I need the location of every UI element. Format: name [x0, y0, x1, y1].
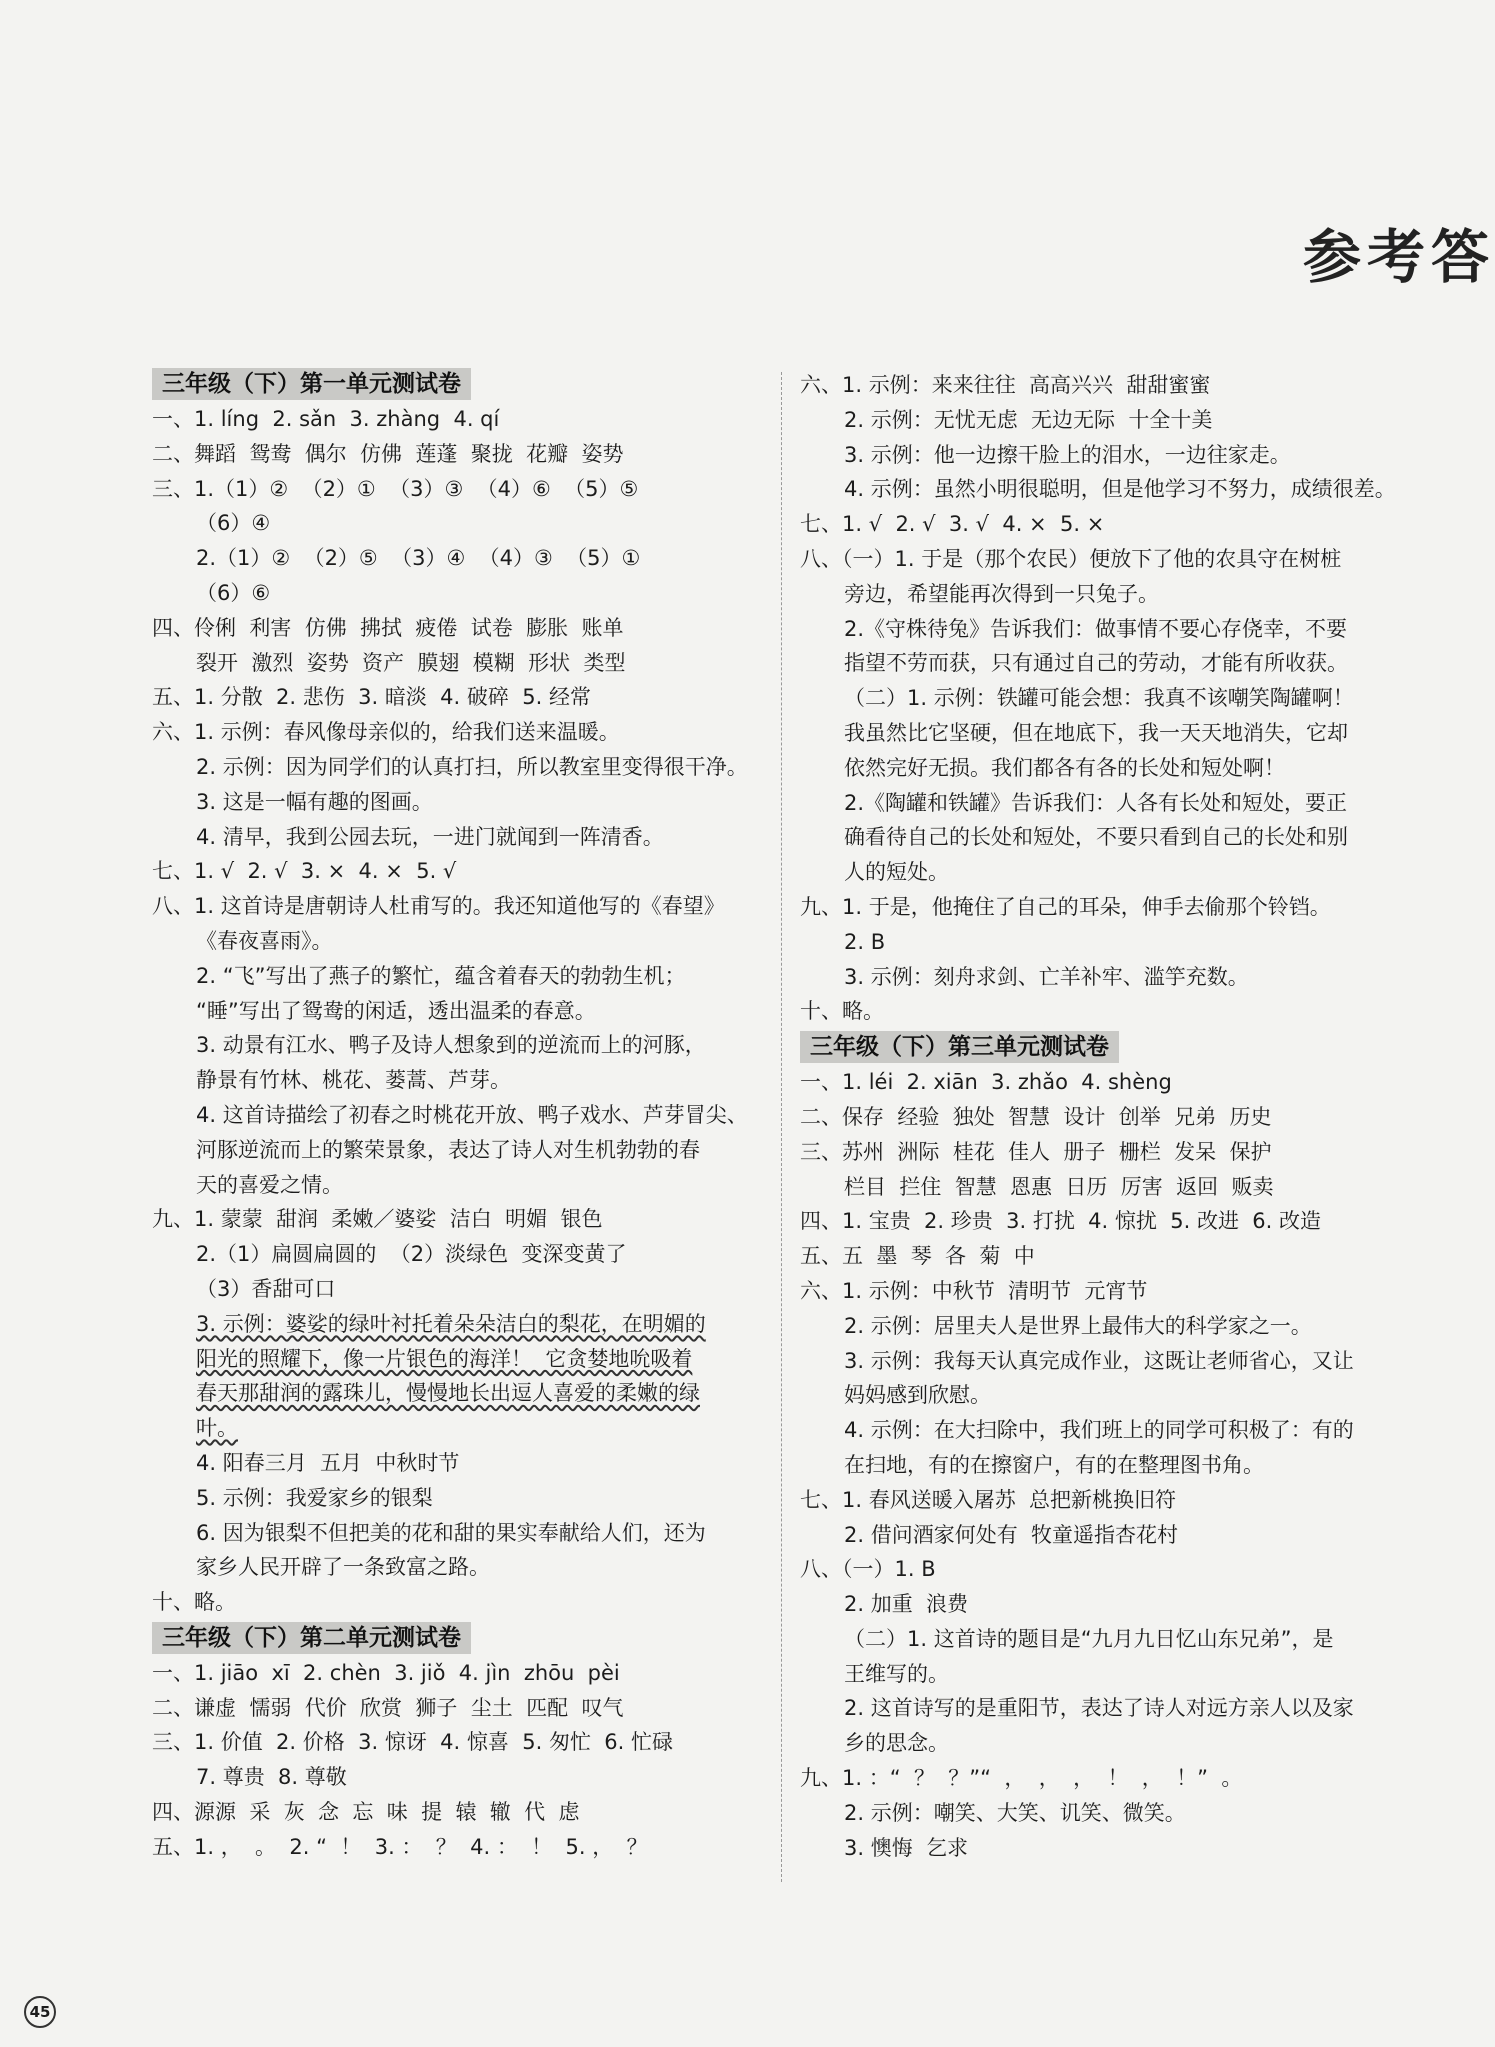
answer-line: 《春夜喜雨》。 [196, 928, 333, 953]
answer-line: 十、略。 [800, 999, 884, 1024]
answer-line: 确看待自己的长处和短处，不要只看到自己的长处和别 [844, 825, 1348, 850]
answer-line: 2.（1）② （2）⑤ （3）④ （4）③ （5）① [196, 546, 641, 571]
answer-line: 八、1. 这首诗是唐朝诗人杜甫写的。我还知道他写的《春望》 [152, 894, 725, 919]
answer-line: 七、1. √ 2. √ 3. √ 4. × 5. × [800, 512, 1105, 537]
answer-line: 一、1. léi 2. xiān 3. zhǎo 4. shèng [800, 1070, 1172, 1095]
answer-line: 3. 示例：我每天认真完成作业，这既让老师省心，又让 [844, 1348, 1354, 1373]
answer-line: 四、1. 宝贵 2. 珍贵 3. 打扰 4. 惊扰 5. 改进 6. 改造 [800, 1209, 1322, 1234]
answer-line: 3. 示例：婆娑的绿叶衬托着朵朵洁白的梨花，在明媚的 [196, 1311, 706, 1336]
column-divider [781, 372, 782, 1882]
answer-line: 3. 动景有江水、鸭子及诗人想象到的逆流而上的河豚， [196, 1033, 706, 1058]
answer-line: 二、舞蹈 鸳鸯 偶尔 仿佛 莲蓬 聚拢 花瓣 姿势 [152, 441, 624, 466]
section-header: 三年级（下）第一单元测试卷 [152, 368, 471, 400]
answer-line: （6）⑥ [196, 580, 271, 605]
answer-line: 七、1. 春风送暖入屠苏 总把新桃换旧符 [800, 1487, 1177, 1512]
answer-line: 6. 因为银梨不但把美的花和甜的果实奉献给人们，还为 [196, 1520, 706, 1545]
answer-line: 指望不劳而获，只有通过自己的劳动，才能有所收获。 [844, 651, 1348, 676]
answer-line: 静景有竹林、桃花、蒌蒿、芦芽。 [196, 1068, 511, 1093]
answer-line: 妈妈感到欣慰。 [844, 1383, 991, 1408]
answer-line: 3. 这是一幅有趣的图画。 [196, 789, 433, 814]
answer-line: 十、略。 [152, 1590, 236, 1615]
answer-line: 三、1. 价值 2. 价格 3. 惊讶 4. 惊喜 5. 匆忙 6. 忙碌 [152, 1730, 674, 1755]
answer-line: 六、1. 示例：中秋节 清明节 元宵节 [800, 1278, 1148, 1303]
section-header: 三年级（下）第三单元测试卷 [800, 1031, 1119, 1063]
answer-line: 人的短处。 [844, 860, 949, 885]
answer-line: 六、1. 示例：春风像母亲似的，给我们送来温暖。 [152, 720, 620, 745]
answer-line: 四、源源 采 灰 念 忘 味 提 辕 辙 代 虑 [152, 1800, 580, 1825]
section-header: 三年级（下）第二单元测试卷 [152, 1622, 471, 1654]
answer-line: 4. 这首诗描绘了初春之时桃花开放、鸭子戏水、芦芽冒尖、 [196, 1102, 748, 1127]
answer-line: 阳光的照耀下，像一片银色的海洋！ 它贪婪地吮吸着 [196, 1346, 693, 1371]
answer-line: 4. 阳春三月 五月 中秋时节 [196, 1450, 460, 1475]
answer-line: 2. B [844, 929, 886, 954]
answer-line: 2. 示例：无忧无虑 无边无际 十全十美 [844, 407, 1213, 432]
answer-line: 三、1.（1）② （2）① （3）③ （4）⑥ （5）⑤ [152, 476, 639, 501]
answer-line: 4. 清早，我到公园去玩，一进门就闻到一阵清香。 [196, 824, 664, 849]
answer-line: 2.《守株待兔》告诉我们：做事情不要心存侥幸，不要 [844, 616, 1348, 641]
answer-line: 河豚逆流而上的繁荣景象，表达了诗人对生机勃勃的春 [196, 1137, 700, 1162]
answer-line: 旁边，希望能再次得到一只兔子。 [844, 581, 1159, 606]
answer-line: （6）④ [196, 511, 271, 536]
answer-line: 我虽然比它坚硬，但在地底下，我一天天地消失，它却 [844, 720, 1348, 745]
answer-line: 家乡人民开辟了一条致富之路。 [196, 1555, 490, 1580]
answer-line: 五、1. 分散 2. 悲伤 3. 暗淡 4. 破碎 5. 经常 [152, 685, 591, 710]
answer-line: 3. 示例：他一边擦干脸上的泪水，一边往家走。 [844, 442, 1291, 467]
answer-line: 在扫地，有的在擦窗户，有的在整理图书角。 [844, 1452, 1264, 1477]
answer-line: 2. 这首诗写的是重阳节，表达了诗人对远方亲人以及家 [844, 1696, 1354, 1721]
answer-line: 栏目 拦住 智慧 恩惠 日历 厉害 返回 贩卖 [844, 1174, 1274, 1199]
answer-line: 天的喜爱之情。 [196, 1172, 343, 1197]
answer-line: 乡的思念。 [844, 1731, 949, 1756]
answer-line: 4. 示例：在大扫除中，我们班上的同学可积极了：有的 [844, 1418, 1354, 1443]
answer-column-left [152, 366, 762, 1865]
answer-line: 2. 示例：嘲笑、大笑、讥笑、微笑。 [844, 1800, 1186, 1825]
answer-line: 3. 示例：刻舟求剑、亡羊补牢、滥竽充数。 [844, 964, 1249, 989]
answer-line: 裂开 激烈 姿势 资产 膜翅 模糊 形状 类型 [196, 650, 626, 675]
answer-line: 四、伶俐 利害 仿佛 拂拭 疲倦 试卷 膨胀 账单 [152, 615, 624, 640]
answer-line: 九、1. 蒙蒙 甜润 柔嫩／婆娑 洁白 明媚 银色 [152, 1207, 603, 1232]
answer-line: （3）香甜可口 [196, 1276, 336, 1301]
answer-line: （二）1. 示例：铁罐可能会想：我真不该嘲笑陶罐啊！ [844, 686, 1354, 711]
answer-line: 2. 借问酒家何处有 牧童遥指杏花村 [844, 1522, 1179, 1547]
answer-line: 九、1. 于是，他掩住了自己的耳朵，伸手去偷那个铃铛。 [800, 894, 1331, 919]
answer-line: 一、1. jiāo xī 2. chèn 3. jiǒ 4. jìn zhōu pèi [152, 1660, 620, 1685]
answer-line: 5. 示例：我爱家乡的银梨 [196, 1485, 433, 1510]
answer-line: 2.《陶罐和铁罐》告诉我们：人各有长处和短处，要正 [844, 790, 1348, 815]
answer-line: 王维写的。 [844, 1661, 949, 1686]
page-title: 参考答 [1303, 223, 1495, 291]
answer-line: 春天那甜润的露珠儿，慢慢地长出逗人喜爱的柔嫩的绿 [196, 1381, 700, 1406]
answer-line: 六、1. 示例：来来往往 高高兴兴 甜甜蜜蜜 [800, 373, 1211, 397]
answer-line: 2. 示例：因为同学们的认真打扫，所以教室里变得很干净。 [196, 754, 748, 779]
answer-column-right [800, 366, 1412, 1865]
answer-line: 4. 示例：虽然小明很聪明，但是他学习不努力，成绩很差。 [844, 477, 1396, 502]
answer-line: 八、（一）1. 于是（那个农民）便放下了他的农具守在树桩 [800, 546, 1342, 571]
answer-line: 七、1. √ 2. √ 3. × 4. × 5. √ [152, 859, 457, 884]
answer-line: “睡”写出了鸳鸯的闲适，透出温柔的春意。 [196, 998, 596, 1023]
answer-line: 3. 懊悔 乞求 [844, 1835, 969, 1860]
page-number: 45 [24, 1996, 56, 2028]
answer-line: 二、保存 经验 独处 智慧 设计 创举 兄弟 历史 [800, 1104, 1272, 1129]
answer-line: 7. 尊贵 8. 尊敬 [196, 1765, 347, 1790]
answer-line: 九、1. ：“ ？ ？”“ ， ， ， ！ ， ！” 。 [800, 1766, 1243, 1791]
answer-line: 2. 加重 浪费 [844, 1592, 969, 1617]
answer-line: 2. 示例：居里夫人是世界上最伟大的科学家之一。 [844, 1313, 1312, 1338]
answer-line: 八、（一）1. B [800, 1557, 936, 1582]
answer-line: 一、1. líng 2. sǎn 3. zhàng 4. qí [152, 407, 500, 431]
answer-line: 三、苏州 洲际 桂花 佳人 册子 栅栏 发呆 保护 [800, 1139, 1272, 1164]
answer-line: 2.（1）扁圆扁圆的 （2）淡绿色 变深变黄了 [196, 1242, 627, 1267]
answer-line: 2. “飞”写出了燕子的繁忙，蕴含着春天的勃勃生机； [196, 963, 686, 988]
answer-line: 依然完好无损。我们都各有各的长处和短处啊！ [844, 755, 1285, 780]
answer-line: 五、五 墨 琴 各 菊 中 [800, 1244, 1035, 1269]
answer-line: 五、1. ， 。 2. “ ！ 3. ： ？ 4. ： ！ 5. ， ？ [152, 1834, 648, 1859]
answer-line: 叶。 [196, 1416, 238, 1441]
answer-line: 二、谦虚 懦弱 代价 欣赏 狮子 尘土 匹配 叹气 [152, 1695, 624, 1720]
answer-line: （二）1. 这首诗的题目是“九月九日忆山东兄弟”，是 [844, 1626, 1334, 1651]
